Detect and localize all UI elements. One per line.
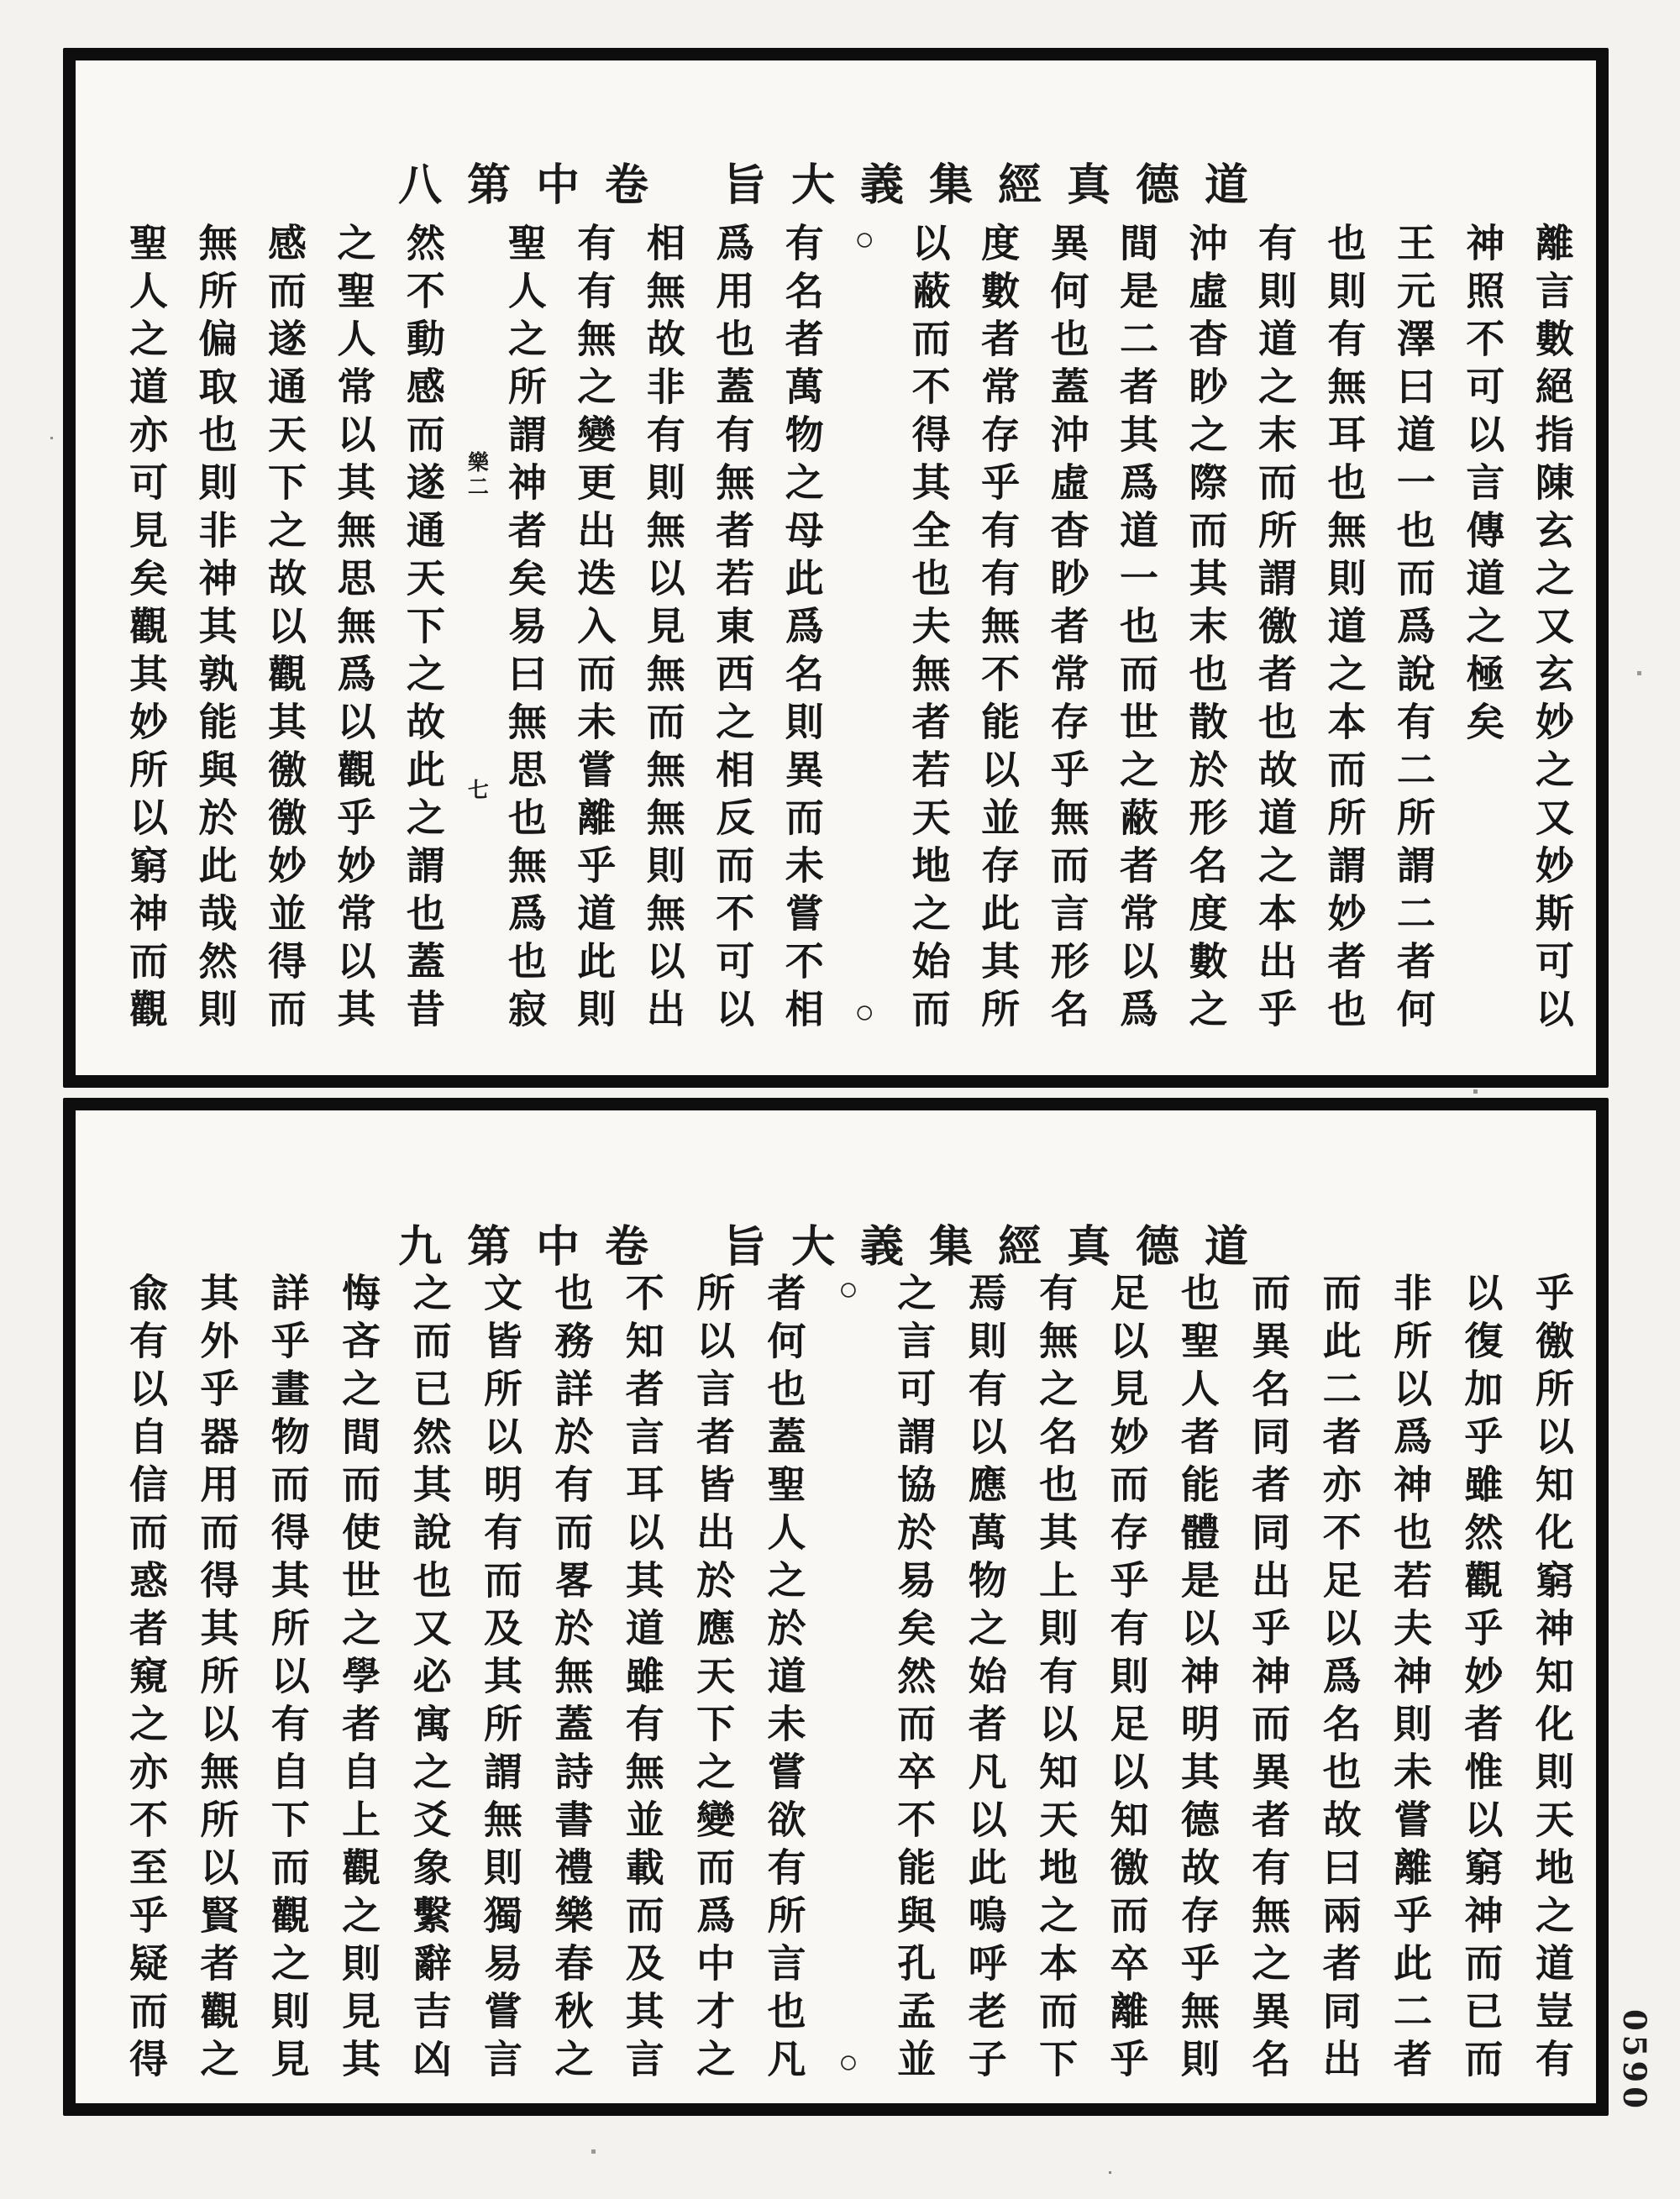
bottom-page-frame <box>63 1098 1609 2116</box>
section-circle-icon: ○ <box>837 2043 858 2079</box>
text-column: 者何也蓋聖人之於道未嘗欲有所言也凡 <box>762 1273 806 2086</box>
text-column: 足以見妙而存乎有則足以知徼而卒離乎 <box>1105 1273 1148 2086</box>
text-column: 度數者常存乎有有無不能以並存此其所 <box>976 223 1020 1037</box>
text-column: 有名者萬物之母此爲名則異而未嘗不相 <box>780 223 823 1037</box>
text-column: 悔吝之間而使世之學者自上觀之則見其 <box>337 1273 381 2086</box>
top-page-header <box>76 150 1596 213</box>
section-circle-icon: ○ <box>854 993 875 1029</box>
text-column: 也則有無耳也無則道之本而所謂妙者也 <box>1322 223 1366 1037</box>
scan-noise-speckles <box>0 0 3 3</box>
top-page-frame <box>63 48 1609 1088</box>
chapter-label: 八第中卷 <box>397 162 674 210</box>
section-circle-icon: ○ <box>837 1273 858 1308</box>
collation-mark: 樂二 <box>465 451 488 500</box>
collation-mark: 七 <box>465 779 488 803</box>
section-divider-column <box>823 1273 874 2079</box>
text-column: 其外乎器用而得其所以無所以賢者觀之 <box>195 1273 239 2086</box>
margin-note-column <box>460 223 486 1056</box>
book-title: 旨大義集經真德道 <box>722 1224 1274 1272</box>
folio-page-number: 0590 <box>1616 2009 1653 2112</box>
bottom-page-text <box>114 1273 1583 2106</box>
chapter-label: 九第中卷 <box>397 1224 674 1272</box>
text-column: 所以言者皆出於應天下之變而爲中才之 <box>691 1273 735 2086</box>
text-column: 詳乎畫物而得其所以有自下而觀之則見 <box>265 1273 309 2086</box>
text-column: 爲用也蓋有無者若東西之相反而不可以 <box>711 223 754 1037</box>
text-column: 之而已然其說也又必寓之爻象繫辭吉凶 <box>407 1273 451 2086</box>
text-column: 也務詳於有而畧於無蓋詩書禮樂春秋之 <box>549 1273 593 2086</box>
text-column: 而此二者亦不足以爲名也故曰兩者同出 <box>1317 1273 1361 2086</box>
text-column: 離言數絕指陳玄之又玄妙之又妙斯可以 <box>1530 223 1573 1037</box>
text-column: 兪有以自信而惑者窺之亦不至乎疑而得 <box>124 1273 167 2086</box>
book-title: 旨大義集經真德道 <box>722 162 1274 210</box>
text-column: 沖虛杳眇之際而其末也散於形名度數之 <box>1184 223 1227 1037</box>
section-circle-icon: ○ <box>854 223 875 258</box>
section-divider-column <box>839 223 890 1029</box>
text-column: 感而遂通天下之故以觀其徼徼妙並得而 <box>262 223 306 1037</box>
text-column: 然不動感而遂通天下之故此之謂也蓋昔 <box>401 223 444 1037</box>
text-column: 也聖人者能體是以神明其德故存乎無則 <box>1175 1273 1219 2086</box>
text-column: 之聖人常以其無思無爲以觀乎妙常以其 <box>332 223 375 1037</box>
text-column: 以復加乎雖然觀乎妙者惟以窮神而已而 <box>1459 1273 1503 2086</box>
text-column: 相無故非有則無以見無而無無則無以出 <box>641 223 685 1037</box>
text-column: 有則道之末而所謂徼者也故道之本出乎 <box>1252 223 1296 1037</box>
text-column: 之言可謂協於易矣然而卒不能與孔孟並 <box>892 1273 936 2086</box>
text-column: 異何也蓋沖虛杳眇者常存乎無而言形名 <box>1045 223 1089 1037</box>
text-column: 以蔽而不得其全也夫無者若天地之始而 <box>906 223 950 1037</box>
bottom-page-header <box>76 1211 1596 1274</box>
text-column: 而異名同者同出乎神而異者有無之異名 <box>1247 1273 1290 2086</box>
text-column: 乎徼所以知化窮神知化則天地之道豈有 <box>1530 1273 1573 2086</box>
text-column: 文皆所以明有而及其所謂無則獨易嘗言 <box>478 1273 522 2086</box>
text-column: 神照不可以言傳道之極矣 <box>1461 223 1504 749</box>
text-column: 有無之名也其上則有以知天地之本而下 <box>1034 1273 1078 2086</box>
text-column: 不知者言耳以其道雖有無並載而及其言 <box>620 1273 664 2086</box>
text-column: 聖人之所謂神者矣易曰無思也無爲也寂 <box>502 223 546 1037</box>
text-column: 非所以爲神也若夫神則未嘗離乎此二者 <box>1389 1273 1432 2086</box>
text-column: 焉則有以應萬物之始者凡以此嗚呼老子 <box>963 1273 1006 2086</box>
text-column: 有有無之變更出迭入而未嘗離乎道此則 <box>572 223 616 1037</box>
text-column: 聖人之道亦可見矣觀其妙所以窮神而觀 <box>124 223 167 1037</box>
text-column: 間是二者其爲道一也而世之蔽者常以爲 <box>1115 223 1158 1037</box>
top-page-text <box>114 223 1583 1056</box>
text-column: 無所偏取也則非神其孰能與於此哉然則 <box>193 223 237 1037</box>
text-column: 王元澤曰道一也而爲說有二所謂二者何 <box>1391 223 1435 1037</box>
